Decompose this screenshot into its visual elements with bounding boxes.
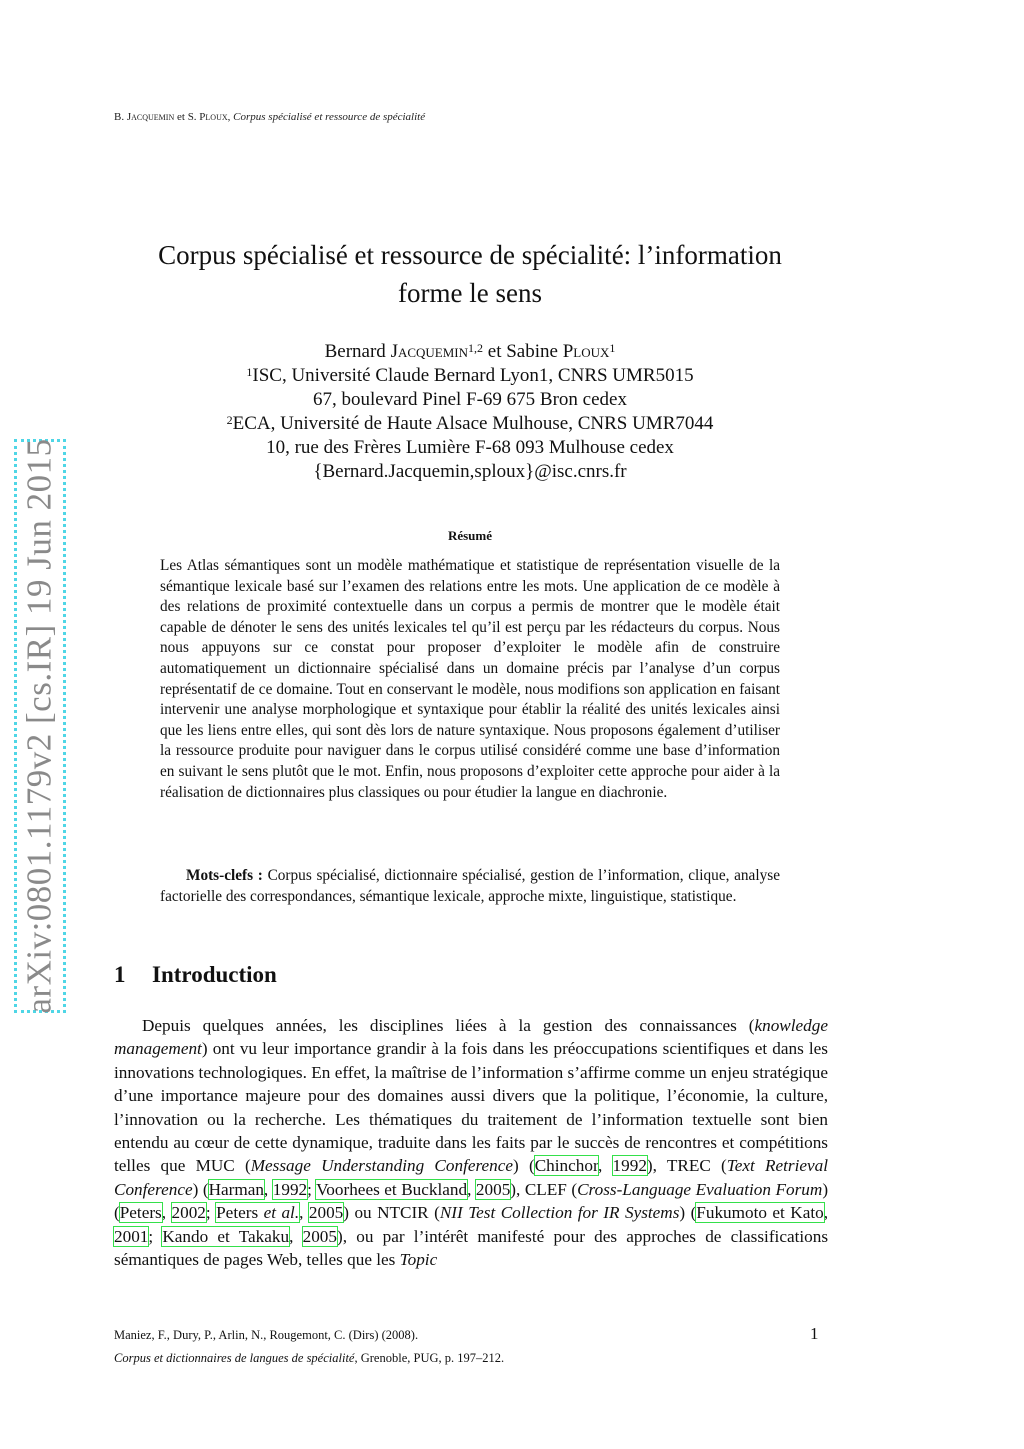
running-head-author-a: B. Jacquemin xyxy=(114,111,175,123)
keywords-text: Corpus spécialisé, dictionnaire spécialisé, gestion de l’information, clique, analyse factorielle des correspondances, sémantique lexicale, approche mixte, linguistique, statistique. xyxy=(160,867,780,905)
arxiv-stamp-text: arXiv:0801.1179v2 [cs.IR] 19 Jun 2015 xyxy=(20,438,60,1014)
citation-link[interactable]: Voorhees et Buckland xyxy=(316,1179,468,1199)
author2-sup: 1 xyxy=(609,341,616,355)
citation-link[interactable]: 2005 xyxy=(308,1203,344,1223)
intro-text: ) ont vu leur importance grandir à la fois dans les préoccupations scientifiques et dans les innovations technologiques. En effet, la maîtrise de l’information s’affirme comme un enjeu stratégique d’une importance majeure pour des domaines aussi divers que la politique, l’économie, la culture, l’innovation ou la recherche. Les thématiques du traitement de l’information textuelle sont bien entendu au cœur de cette dynamique, traduite dans les faits par le succès de rencontres et compétitions telles que MUC ( xyxy=(114,1039,828,1176)
intro-text: ) ( xyxy=(513,1156,535,1176)
citation-link[interactable]: Chinchor xyxy=(534,1156,598,1176)
section-number: 1 xyxy=(114,962,126,987)
running-head-sep: , xyxy=(227,111,234,123)
author-and: et Sabine xyxy=(483,341,563,362)
aff1-sup: 1 xyxy=(246,365,253,379)
intro-italic: Topic xyxy=(399,1250,438,1270)
aff2-text: ECA, Université de Haute Alsace Mulhouse, CNRS UMR7044 xyxy=(232,413,714,434)
author1-first: Bernard xyxy=(324,341,391,362)
affiliation-1-address: 67, boulevard Pinel F-69 675 Bron cedex xyxy=(313,389,627,410)
citation-text: Peters xyxy=(216,1203,264,1223)
intro-text: ) ( xyxy=(114,1179,829,1223)
intro-italic: Message Understanding Conference xyxy=(250,1156,514,1176)
intro-italic: Cross-Language Evaluation Forum xyxy=(577,1179,823,1199)
intro-text: , xyxy=(467,1179,476,1199)
intro-text: ) ou NTCIR ( xyxy=(343,1203,440,1223)
intro-text: , xyxy=(289,1226,303,1246)
intro-text: ), CLEF ( xyxy=(510,1179,578,1199)
citation-link[interactable]: 2002 xyxy=(171,1203,206,1223)
citation-link[interactable]: 1992 xyxy=(612,1156,647,1176)
footer-publisher: , Grenoble, PUG, p. 197–212. xyxy=(354,1351,505,1365)
intro-text: , xyxy=(263,1179,273,1199)
aff1-text: ISC, Université Claude Bernard Lyon1, CNRS UMR5015 xyxy=(252,365,694,386)
footer-citation-line2 xyxy=(114,1351,504,1366)
intro-italic: Text Retrieval Conference xyxy=(114,1156,828,1199)
running-head-author-b: S. Ploux xyxy=(187,111,228,123)
paper-title-line1: Corpus spécialisé et ressource de spécialité: l’information xyxy=(158,240,782,270)
citation-link[interactable]: Peters xyxy=(119,1203,162,1223)
author-email: {Bernard.Jacquemin,sploux}@isc.cnrs.fr xyxy=(313,461,627,482)
citation-link[interactable]: 2001 xyxy=(114,1226,149,1246)
author1-sup: 1,2 xyxy=(468,341,484,355)
intro-text: ; xyxy=(205,1203,217,1223)
arxiv-stamp-link[interactable] xyxy=(14,439,66,1013)
intro-text: ) ( xyxy=(192,1179,209,1199)
aff2-sup: 2 xyxy=(226,413,233,427)
page-number: 1 xyxy=(810,1324,819,1343)
keywords xyxy=(160,866,780,907)
affiliation-2-address: 10, rue des Frères Lumière F-68 093 Mulhouse cedex xyxy=(266,437,674,458)
intro-text: , xyxy=(161,1203,172,1223)
author-names xyxy=(150,340,790,364)
intro-text: ), TREC ( xyxy=(646,1156,727,1176)
author1-last: Jacquemin xyxy=(390,341,469,362)
intro-text: ) ( xyxy=(679,1203,697,1223)
citation-link[interactable]: 1992 xyxy=(272,1179,308,1199)
intro-text: ), ou par l’intérêt manifesté pour des approches de classifications sémantiques de pages Web, telles que les xyxy=(114,1226,829,1270)
citation-link[interactable]: Kando et Takaku xyxy=(162,1226,290,1246)
citation-etal: et al. xyxy=(263,1203,300,1223)
intro-text: , xyxy=(823,1203,828,1223)
intro-italic: NII Test Collection for IR Systems xyxy=(439,1203,680,1223)
intro-text: Depuis quelques années, les disciplines liées à la gestion des connaissances ( xyxy=(142,1016,755,1035)
citation-link[interactable] xyxy=(216,1203,299,1222)
keywords-label: Mots-clefs : xyxy=(186,867,263,884)
intro-text: , xyxy=(299,1203,309,1223)
abstract-heading: Résumé xyxy=(447,528,493,543)
intro-italic: knowledge management xyxy=(114,1016,828,1059)
footer-book-title: Corpus et dictionnaires de langues de spécialité xyxy=(114,1351,355,1365)
section-heading xyxy=(114,962,277,988)
paper-title-line2: forme le sens xyxy=(398,278,542,308)
author-block xyxy=(150,340,790,484)
running-head-title: Corpus spécialisé et ressource de spécialité xyxy=(233,111,426,123)
intro-paragraph xyxy=(114,1014,828,1271)
affiliation-2 xyxy=(150,412,790,436)
abstract-text: Les Atlas sémantiques sont un modèle mathématique et statistique de représentation visuelle de la sémantique lexicale basé sur l’examen des relations entre les mots. Une application de ce modèle à des relations de proximité contextuelle dans un corpus a permis de montrer que le modèle était capable de dénoter le sens des unités lexicales tel qu’il est perçu par les rédacteurs du corpus. Nous nous appuyons sur ce constat pour proposer d’exploiter le modèle afin de construire automatiquement un dictionnaire spécialisé dans un domaine précis par l’analyse d’un corpus représentatif de ce domaine. Tout en conservant le modèle, nous modifions son application en faisant intervenir une analyse morphologique et syntaxique pour établir la réalité des unités lexicales ainsi que les liens entre elles, qui sont dès lors de nature syntaxique. Nous proposons également d’utiliser la ressource produite pour naviguer dans le corpus utilisé considéré comme une base d’information en suivant le sens plutôt que le mot. Enfin, nous proposons d’exploiter cette approche pour aider à la réalisation de dictionnaires plus classiques ou pour étudier la langue en diachronie. xyxy=(160,557,780,801)
footer-citation-line1: Maniez, F., Dury, P., Arlin, N., Rougemont, C. (Dirs) (2008). xyxy=(114,1328,419,1342)
citation-link[interactable]: 2005 xyxy=(475,1179,511,1199)
running-head xyxy=(114,111,425,123)
affiliation-1 xyxy=(150,364,790,388)
intro-text: ; xyxy=(307,1179,317,1199)
citation-link[interactable]: 2005 xyxy=(302,1226,337,1246)
citation-link[interactable]: Fukumoto et Kato xyxy=(696,1203,824,1223)
author2-last: Ploux xyxy=(562,341,610,362)
intro-text: ; xyxy=(148,1226,163,1246)
citation-link[interactable]: Harman xyxy=(208,1179,264,1199)
paper-title xyxy=(100,236,840,312)
intro-text: , xyxy=(597,1156,613,1176)
section-title: Introduction xyxy=(152,962,277,987)
running-head-and: et xyxy=(174,111,188,123)
